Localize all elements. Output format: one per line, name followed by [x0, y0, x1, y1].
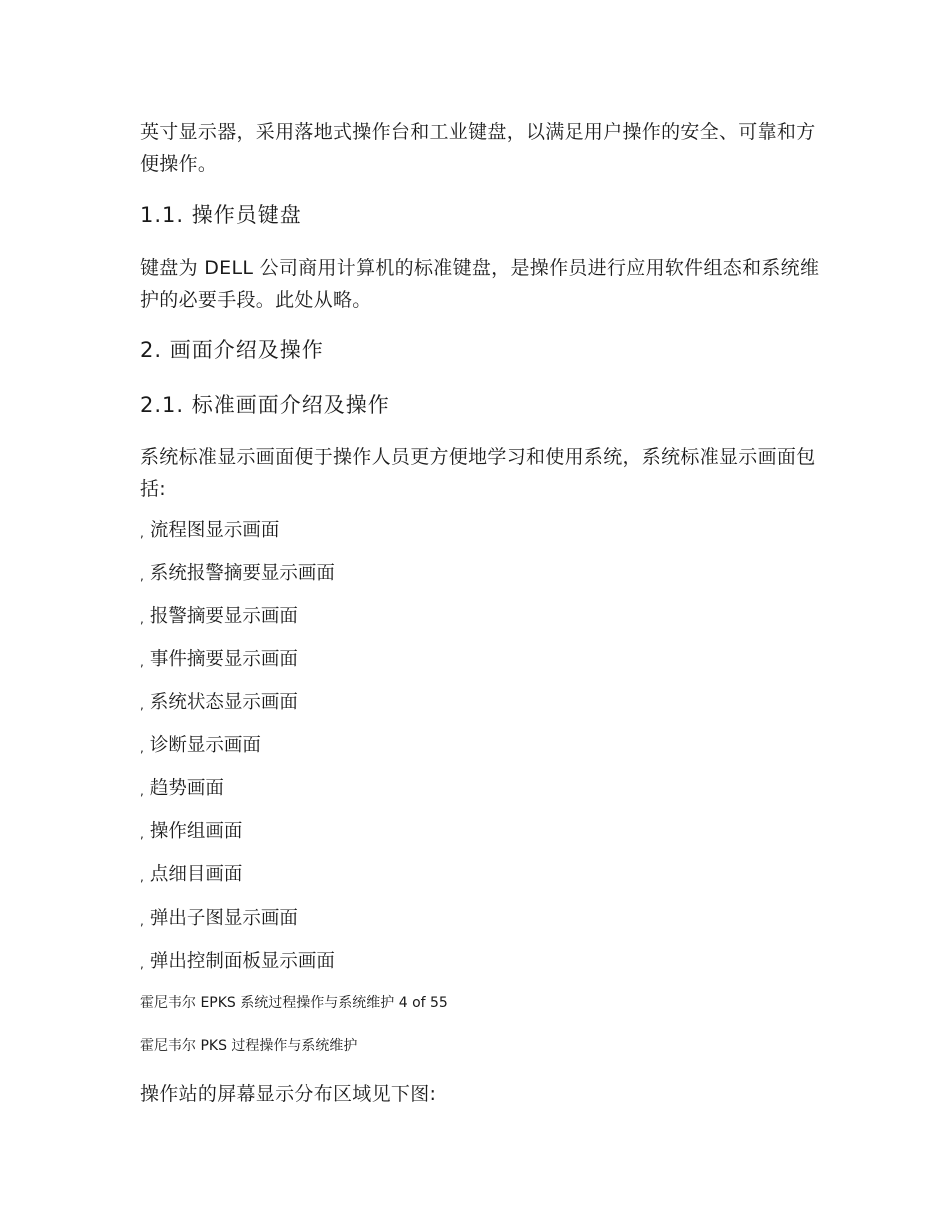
list-item	[140, 862, 820, 890]
intro-continuation-paragraph: 英寸显示器，采用落地式操作台和工业键盘，以满足用户操作的安全、可靠和方便操作。	[140, 121, 816, 175]
list-bullet: ,	[140, 526, 144, 540]
list-bullet: ,	[140, 698, 144, 712]
list-bullet: ,	[140, 870, 144, 884]
page-footer: 霍尼韦尔 EPKS 系统过程操作与系统维护 4 of 55	[140, 995, 448, 1011]
list-bullet: ,	[140, 914, 144, 928]
list-item-text: 系统报警摘要显示画面	[149, 563, 335, 584]
list-item	[140, 690, 820, 718]
list-item	[140, 518, 820, 546]
list-item-text: 事件摘要显示画面	[149, 649, 298, 670]
standard-displays-paragraph: 系统标准显示画面便于操作人员更方便地学习和使用系统，系统标准显示画面包括:	[140, 446, 816, 500]
list-item-text: 报警摘要显示画面	[149, 606, 298, 627]
list-bullet: ,	[140, 655, 144, 669]
list-item-text: 趋势画面	[149, 778, 224, 799]
list-bullet: ,	[140, 957, 144, 971]
list-item	[140, 733, 820, 761]
screen-layout-paragraph: 操作站的屏幕显示分布区域见下图:	[140, 1083, 437, 1105]
list-item-text: 弹出子图显示画面	[149, 908, 298, 929]
keyboard-paragraph: 键盘为 DELL 公司商用计算机的标准键盘，是操作员进行应用软件组态和系统维护的必要手段。此处从略。	[140, 257, 820, 311]
list-item-text: 点细目画面	[149, 864, 243, 885]
list-item	[140, 776, 820, 804]
list-bullet: ,	[140, 569, 144, 583]
list-item	[140, 819, 820, 847]
list-item	[140, 647, 820, 675]
list-item-text: 弹出控制面板显示画面	[149, 951, 335, 972]
list-item	[140, 561, 820, 589]
list-item-text: 系统状态显示画面	[149, 692, 298, 713]
list-bullet: ,	[140, 784, 144, 798]
page-header: 霍尼韦尔 PKS 过程操作与系统维护	[140, 1038, 358, 1054]
list-item-text: 诊断显示画面	[149, 735, 261, 756]
list-item-text: 流程图显示画面	[149, 520, 280, 541]
list-item	[140, 604, 820, 632]
list-bullet: ,	[140, 827, 144, 841]
section-heading-1-1: 1.1. 操作员键盘	[140, 203, 302, 227]
section-heading-2-1: 2.1. 标准画面介绍及操作	[140, 393, 390, 417]
list-item	[140, 906, 820, 934]
list-bullet: ,	[140, 741, 144, 755]
list-item	[140, 949, 820, 977]
section-heading-2: 2. 画面介绍及操作	[140, 338, 324, 362]
list-item-text: 操作组画面	[149, 821, 243, 842]
list-bullet: ,	[140, 612, 144, 626]
